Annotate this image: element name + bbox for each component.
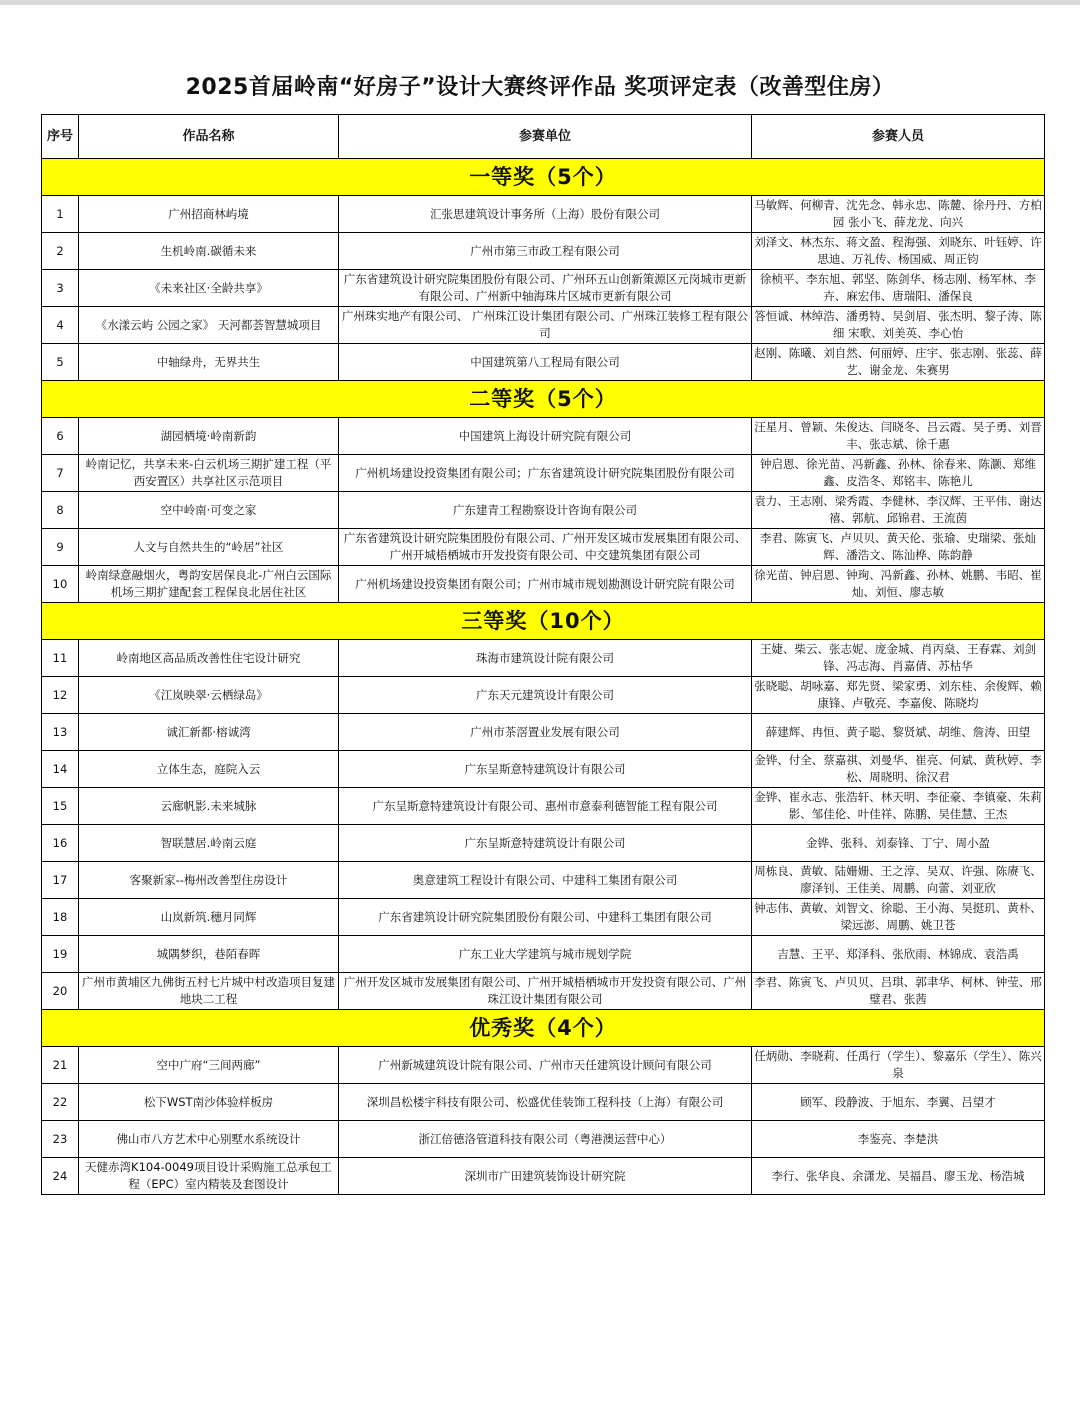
cell-people: 金铧、付全、蔡嘉祺、刘曼华、崔亮、何斌、黄秋婷、李松、周晓明、徐汉君	[752, 751, 1045, 788]
table-row	[42, 455, 1045, 492]
header-work: 作品名称	[79, 115, 339, 159]
award-category-row	[42, 603, 1045, 640]
cell-people: 袁力、王志刚、梁秀霞、李健林、李汉辉、王平伟、谢达禧、郭航、邱锦君、王流茵	[752, 492, 1045, 529]
cell-no: 17	[42, 862, 79, 899]
cell-people: 任炳勋、李晓莉、任禹行（学生）、黎嘉乐（学生）、陈兴泉	[752, 1047, 1045, 1084]
cell-unit: 中国建筑第八工程局有限公司	[339, 344, 752, 381]
table-row	[42, 307, 1045, 344]
table-row	[42, 233, 1045, 270]
table-row	[42, 862, 1045, 899]
cell-work-name: 《江岚映翠·云栖绿岛》	[79, 677, 339, 714]
cell-work-name: 智联慧居.岭南云庭	[79, 825, 339, 862]
cell-no: 3	[42, 270, 79, 307]
award-category-heading: 三等奖（10个）	[42, 603, 1045, 640]
cell-unit: 奥意建筑工程设计有限公司、中建科工集团有限公司	[339, 862, 752, 899]
table-row	[42, 788, 1045, 825]
cell-unit: 广东呈斯意特建筑设计有限公司、惠州市意泰利德智能工程有限公司	[339, 788, 752, 825]
table-body	[42, 159, 1045, 1195]
table-row	[42, 640, 1045, 677]
table-row	[42, 270, 1045, 307]
table-row	[42, 1047, 1045, 1084]
cell-work-name: 诚汇新都·榕诚湾	[79, 714, 339, 751]
award-category-row	[42, 381, 1045, 418]
cell-unit: 广州开发区城市发展集团有限公司、广州开城梧栖城市开发投资有限公司、广州珠江设计集团有限公司	[339, 973, 752, 1010]
cell-unit: 广东省建筑设计研究院集团股份有限公司、广州开发区城市发展集团有限公司、广州开城梧栖城市开发投资有限公司、中交建筑集团有限公司	[339, 529, 752, 566]
cell-no: 12	[42, 677, 79, 714]
cell-no: 5	[42, 344, 79, 381]
table-row	[42, 529, 1045, 566]
table-row	[42, 1084, 1045, 1121]
cell-people: 马敏辉、何柳青、沈先念、韩永忠、陈麓、徐丹丹、方柏园 张小飞、薛龙龙、向兴	[752, 196, 1045, 233]
cell-unit: 广州新城建筑设计院有限公司、广州市天任建筑设计顾问有限公司	[339, 1047, 752, 1084]
cell-people: 金铧、崔永志、张浩轩、林天明、李征豪、李镇豪、朱莉影、邹佳伦、叶佳祥、陈鹏、吴佳慧、王杰	[752, 788, 1045, 825]
cell-work-name: 广州市黄埔区九佛街五村七片城中村改造项目复建地块二工程	[79, 973, 339, 1010]
table-row	[42, 1158, 1045, 1195]
cell-unit: 广东省建筑设计研究院集团股份有限公司、中建科工集团有限公司	[339, 899, 752, 936]
cell-work-name: 城隅梦织，巷陌春晖	[79, 936, 339, 973]
cell-unit: 浙江倍德洛管道科技有限公司（粤港澳运营中心）	[339, 1121, 752, 1158]
table-row	[42, 196, 1045, 233]
table-row	[42, 714, 1045, 751]
table-row	[42, 418, 1045, 455]
cell-people: 钟志伟、黄敏、刘智文、徐聪、王小海、吴挺玑、黄朴、梁远澎、周鹏、姚卫苍	[752, 899, 1045, 936]
cell-people: 徐桢平、李东旭、郭坚、陈剑华、杨志刚、杨军林、李卉、麻宏伟、唐瑞阳、潘保良	[752, 270, 1045, 307]
awards-table	[41, 114, 1045, 1195]
table-row	[42, 751, 1045, 788]
cell-people: 顾军、段静波、于旭东、李翼、吕望才	[752, 1084, 1045, 1121]
header-people: 参赛人员	[752, 115, 1045, 159]
table-row	[42, 936, 1045, 973]
cell-people: 王婕、柴云、张志妮、庞金城、肖丙燊、王春霖、刘剑锋、冯志海、肖嘉倩、苏枯华	[752, 640, 1045, 677]
cell-people: 汪星月、曾颖、朱俊达、闫晓冬、吕云霞、吴子勇、刘晋丰、张志斌、徐千惠	[752, 418, 1045, 455]
cell-people: 钟启恩、徐光苗、冯新鑫、孙林、徐春来、陈灏、郑维鑫、皮浩冬、郑铭丰、陈艳儿	[752, 455, 1045, 492]
cell-no: 8	[42, 492, 79, 529]
award-category-heading: 一等奖（5个）	[42, 159, 1045, 196]
cell-people: 刘泽文、林杰东、蒋文盈、程海强、刘晓东、叶钰婷、许思迪、万礼传、杨国威、周正钧	[752, 233, 1045, 270]
table-row	[42, 677, 1045, 714]
cell-people: 李鉴亮、李楚洪	[752, 1121, 1045, 1158]
award-category-heading: 二等奖（5个）	[42, 381, 1045, 418]
header-no: 序号	[42, 115, 79, 159]
award-category-heading: 优秀奖（4个）	[42, 1010, 1045, 1047]
cell-unit: 广东天元建筑设计有限公司	[339, 677, 752, 714]
cell-work-name: 人文与自然共生的“岭居”社区	[79, 529, 339, 566]
table-row	[42, 973, 1045, 1010]
cell-no: 11	[42, 640, 79, 677]
cell-no: 22	[42, 1084, 79, 1121]
table-row	[42, 899, 1045, 936]
cell-unit: 广州市茶滘置业发展有限公司	[339, 714, 752, 751]
table-row	[42, 1121, 1045, 1158]
cell-no: 6	[42, 418, 79, 455]
cell-work-name: 云廊帆影.未来城脉	[79, 788, 339, 825]
cell-no: 16	[42, 825, 79, 862]
cell-no: 7	[42, 455, 79, 492]
cell-work-name: 《未来社区·全龄共享》	[79, 270, 339, 307]
cell-people: 李行、张华良、余潇龙、吴福昌、廖玉龙、杨浩城	[752, 1158, 1045, 1195]
header-unit: 参赛单位	[339, 115, 752, 159]
cell-no: 19	[42, 936, 79, 973]
table-row	[42, 566, 1045, 603]
award-category-row	[42, 1010, 1045, 1047]
cell-unit: 广东呈斯意特建筑设计有限公司	[339, 751, 752, 788]
cell-unit: 珠海市建筑设计院有限公司	[339, 640, 752, 677]
cell-work-name: 立体生态，庭院入云	[79, 751, 339, 788]
cell-work-name: 佛山市八方艺术中心别墅水系统设计	[79, 1121, 339, 1158]
cell-no: 2	[42, 233, 79, 270]
cell-unit: 广州机场建设投资集团有限公司；广州市城市规划勘测设计研究院有限公司	[339, 566, 752, 603]
cell-people: 金铧、张科、刘泰锋、丁宁、周小盈	[752, 825, 1045, 862]
cell-unit: 广东省建筑设计研究院集团股份有限公司、广州环五山创新策源区元岗城市更新有限公司、广州新中轴海珠片区城市更新有限公司	[339, 270, 752, 307]
top-border	[0, 0, 1080, 5]
header-row	[42, 115, 1045, 159]
cell-work-name: 中轴绿舟，无界共生	[79, 344, 339, 381]
cell-work-name: 岭南绿意融烟火，粤韵安居保良北-广州白云国际机场三期扩建配套工程保良北居住社区	[79, 566, 339, 603]
cell-people: 张晓聪、胡咏嘉、郑先贤、梁家勇、刘东桂、余俊辉、赖康锋、卢敬亮、李嘉俊、陈晓均	[752, 677, 1045, 714]
cell-people: 周栋良、黄敏、陆姗姗、王之淳、吴双、许强、陈赓飞、廖泽钊、王佳美、周鹏、向蕾、刘亚欣	[752, 862, 1045, 899]
cell-people: 李君、陈寅飞、卢贝贝、吕琪、郭聿华、柯林、钟莹、邢璧君、张茜	[752, 973, 1045, 1010]
cell-unit: 汇张思建筑设计事务所（上海）股份有限公司	[339, 196, 752, 233]
table-row	[42, 492, 1045, 529]
cell-work-name: 广州招商林屿境	[79, 196, 339, 233]
cell-work-name: 山岚新筑.穗月同辉	[79, 899, 339, 936]
cell-no: 18	[42, 899, 79, 936]
cell-work-name: 空中岭南·可变之家	[79, 492, 339, 529]
cell-people: 李君、陈寅飞、卢贝贝、黄天伦、张瑜、史瑞梁、张灿辉、潘浩文、陈汕桦、陈韵静	[752, 529, 1045, 566]
cell-no: 23	[42, 1121, 79, 1158]
cell-unit: 广东工业大学建筑与城市规划学院	[339, 936, 752, 973]
cell-work-name: 松下WST南沙体验样板房	[79, 1084, 339, 1121]
cell-no: 9	[42, 529, 79, 566]
cell-no: 10	[42, 566, 79, 603]
cell-unit: 广州市第三市政工程有限公司	[339, 233, 752, 270]
cell-work-name: 《水漾云屿 公园之家》 天河都荟智慧城项目	[79, 307, 339, 344]
table-row	[42, 344, 1045, 381]
cell-unit: 中国建筑上海设计研究院有限公司	[339, 418, 752, 455]
cell-unit: 广州机场建设投资集团有限公司；广东省建筑设计研究院集团股份有限公司	[339, 455, 752, 492]
cell-no: 24	[42, 1158, 79, 1195]
cell-no: 20	[42, 973, 79, 1010]
cell-work-name: 岭南地区高品质改善性住宅设计研究	[79, 640, 339, 677]
table-row	[42, 825, 1045, 862]
cell-unit: 深圳市广田建筑装饰设计研究院	[339, 1158, 752, 1195]
cell-people: 徐光苗、钟启恩、钟珣、冯新鑫、孙林、姚鹏、韦昭、崔灿、刘恒、廖志敏	[752, 566, 1045, 603]
page-title: 2025首届岭南“好房子”设计大赛终评作品 奖项评定表（改善型住房）	[185, 75, 895, 100]
cell-people: 赵刚、陈曦、刘自然、何丽婷、庄宇、张志刚、张蕊、薛艺、谢金龙、朱赛男	[752, 344, 1045, 381]
cell-no: 14	[42, 751, 79, 788]
cell-no: 1	[42, 196, 79, 233]
cell-unit: 深圳昌松楼宇科技有限公司、松盛优佳装饰工程科技（上海）有限公司	[339, 1084, 752, 1121]
cell-work-name: 湖园栖境·岭南新韵	[79, 418, 339, 455]
cell-unit: 广州珠实地产有限公司、 广州珠江设计集团有限公司、广州珠江装修工程有限公司	[339, 307, 752, 344]
cell-no: 13	[42, 714, 79, 751]
cell-no: 4	[42, 307, 79, 344]
cell-people: 吉慧、王平、郑泽科、张欣雨、林锦成、袁浩禹	[752, 936, 1045, 973]
cell-people: 答恒诚、林绰浩、潘勇特、吴剑眉、张杰明、黎子涛、陈细 宋歌、刘美英、李心怡	[752, 307, 1045, 344]
cell-people: 薛建辉、冉恒、黄子聪、黎贤斌、胡维、詹涛、田望	[752, 714, 1045, 751]
cell-work-name: 天健赤湾K104-0049项目设计采购施工总承包工程（EPC）室内精装及套图设计	[79, 1158, 339, 1195]
cell-work-name: 客聚新家--梅州改善型住房设计	[79, 862, 339, 899]
cell-work-name: 岭南记忆，共享未来-白云机场三期扩建工程（平西安置区）共享社区示范项目	[79, 455, 339, 492]
cell-work-name: 生机岭南.碳循未来	[79, 233, 339, 270]
cell-unit: 广东呈斯意特建筑设计有限公司	[339, 825, 752, 862]
award-category-row	[42, 159, 1045, 196]
cell-no: 15	[42, 788, 79, 825]
cell-work-name: 空中广府“三间两廊”	[79, 1047, 339, 1084]
cell-no: 21	[42, 1047, 79, 1084]
cell-unit: 广东建青工程勘察设计咨询有限公司	[339, 492, 752, 529]
